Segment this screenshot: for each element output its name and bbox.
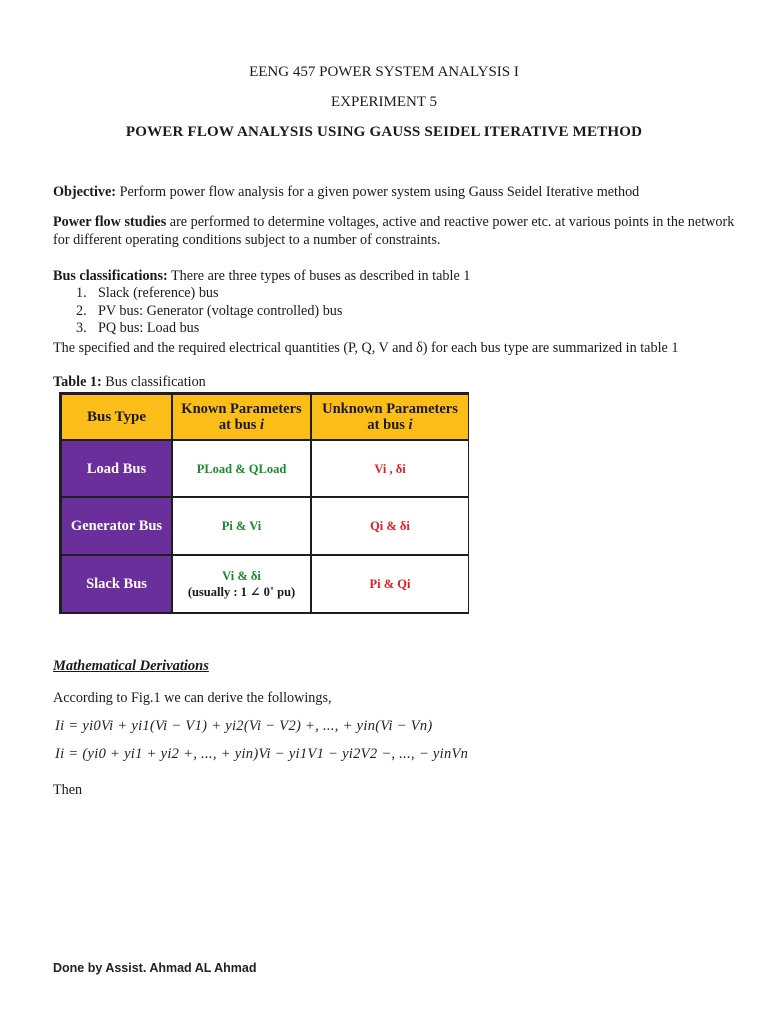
objective-label: Objective: (53, 184, 117, 200)
power-flow-label: Power flow studies (53, 214, 167, 230)
list-number: 1. (76, 285, 87, 301)
slack-known (173, 556, 310, 612)
table-caption (53, 373, 753, 391)
row-slack-bus: Slack Bus (62, 556, 171, 612)
header-unknown-line1: Unknown Parameters (322, 401, 458, 417)
header-bus-type: Bus Type (62, 395, 171, 439)
slack-unknown: Pi & Qi (312, 556, 468, 612)
bus-classifications-label: Bus classifications: (53, 268, 168, 284)
row-generator-bus: Generator Bus (62, 498, 171, 554)
objective-paragraph (53, 183, 753, 201)
list-item (76, 285, 342, 303)
generator-known: Pi & Vi (173, 498, 310, 554)
experiment-title: POWER FLOW ANALYSIS USING GAUSS SEIDEL ITERATIVE METHOD (125, 124, 643, 140)
course-title: EENG 457 POWER SYSTEM ANALYSIS I (249, 64, 519, 80)
objective-text: Perform power flow analysis for a given power system using Gauss Seidel Iterative method (116, 184, 640, 200)
list-item (76, 303, 342, 321)
equation-1: Ii = yi0Vi + yi1(Vi − V1) + yi2(Vi − V2) +, ..., + yin(Vi − Vn) (55, 718, 433, 734)
header-unknown-line2: at bus (367, 417, 409, 433)
load-known: PLoad & QLoad (173, 441, 310, 496)
header-known-line2: at bus (218, 417, 261, 433)
generator-unknown: Qi & δi (312, 498, 468, 554)
derivation-intro: According to Fig.1 we can derive the followings, (53, 690, 332, 706)
then-text: Then (53, 782, 83, 798)
bus-classifications-paragraph (53, 267, 753, 285)
experiment-number: EXPERIMENT 5 (331, 94, 437, 110)
list-number: 3. (76, 320, 87, 336)
table-caption-text: Bus classification (101, 374, 206, 390)
list-number: 2. (76, 302, 87, 319)
list-text: Slack (reference) bus (98, 285, 219, 301)
section-heading: Mathematical Derivations (53, 658, 209, 674)
list-item (76, 320, 342, 338)
specified-quantities-paragraph: The specified and the required electrical quantities (P, Q, V and δ) for each bus type are summarized in table 1 (53, 340, 679, 356)
list-text: PV bus: Generator (voltage controlled) bus (98, 302, 343, 319)
table-caption-label: Table 1: (53, 374, 102, 390)
load-unknown: Vi , δi (312, 441, 468, 496)
bus-classifications-text: There are three types of buses as described in table 1 (167, 268, 471, 284)
footer-author: Done by Assist. Ahmad AL Ahmad (53, 961, 257, 975)
row-load-bus: Load Bus (62, 441, 171, 496)
list-text: PQ bus: Load bus (98, 320, 200, 336)
power-flow-text: are performed to determine voltages, active and reactive power etc. at various points in the network for different operating conditions subject to a number of constraints. (53, 214, 735, 248)
bus-classification-table (59, 392, 469, 614)
header-unknown-i: i (408, 417, 413, 433)
bus-type-list (76, 285, 342, 338)
header-known-i: i (260, 417, 265, 433)
equation-2: Ii = (yi0 + yi1 + yi2 +, ..., + yin)Vi − yi1V1 − yi2V2 −, ..., − yinVn (55, 746, 469, 762)
slack-known-note: (usually : 1 ∠ 0˚ pu) (187, 585, 296, 599)
header-known-line1: Known Parameters (181, 401, 302, 417)
power-flow-paragraph (53, 213, 753, 249)
header-unknown-parameters (312, 395, 468, 439)
slack-known-values: Vi & δi (222, 569, 261, 583)
header-known-parameters (173, 395, 310, 439)
